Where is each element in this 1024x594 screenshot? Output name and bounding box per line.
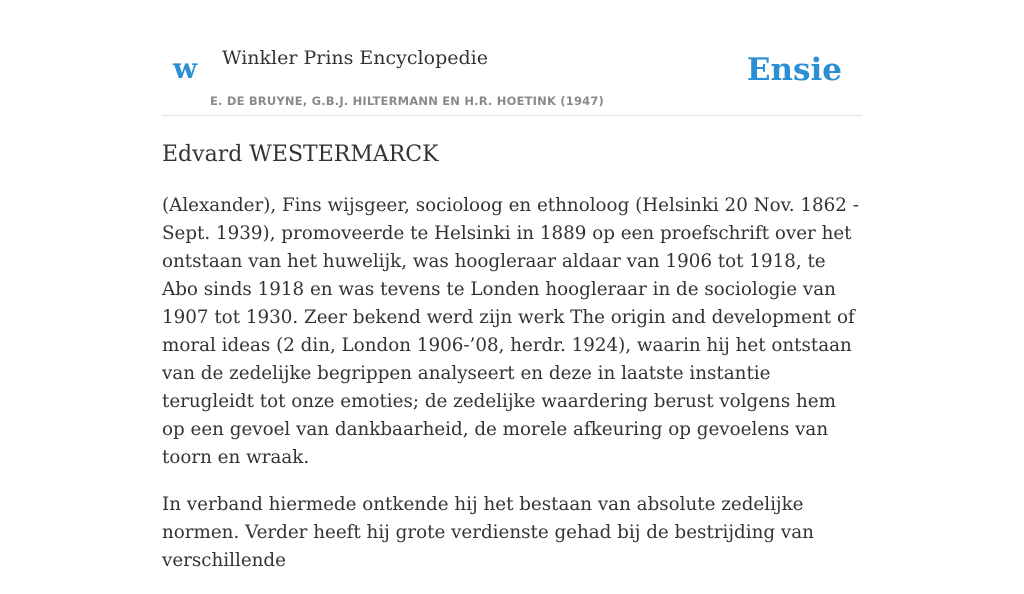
winkler-prins-logo[interactable]: w xyxy=(173,52,198,85)
ensie-logo[interactable]: Ensie xyxy=(746,52,842,88)
article-paragraph: (Alexander), Fins wijsgeer, socioloog en ethnoloog (Helsinki 20 Nov. 1862 - Sept. 1939), promoveerde te Helsinki in 1889 op een proefschrift over het ontstaan van het huwelijk, was hoogleraar aldaar van 1906 tot 1918, te Abo sinds 1918 en was tevens te Londen hoogleraar in de sociologie van 1907 tot 1930. Zeer bekend werd zijn werk The origin and development of moral ideas (2 din, London 1906-’08, herdr. 1924), waarin hij het ontstaan van de zedelijke begrippen analyseert en deze in laatste instantie terugleidt tot onze emoties; de zedelijke waardering berust volgens hem op een gevoel van dankbaarheid, de morele afkeuring op gevoelens van toorn en wraak. xyxy=(162,195,859,468)
article-body xyxy=(162,192,862,594)
source-title[interactable]: Winkler Prins Encyclopedie xyxy=(222,47,488,69)
page xyxy=(162,0,862,571)
source-authors: E. DE BRUYNE, G.B.J. HILTERMANN EN H.R. HOETINK (1947) xyxy=(210,94,605,108)
article-title: Edvard WESTERMARCK xyxy=(162,142,439,167)
source-header xyxy=(162,0,862,116)
article-paragraph: In verband hiermede ontkende hij het bestaan van absolute zedelijke normen. Verder heeft hij grote verdienste gehad bij de bestrijding van verschillende xyxy=(162,494,814,571)
